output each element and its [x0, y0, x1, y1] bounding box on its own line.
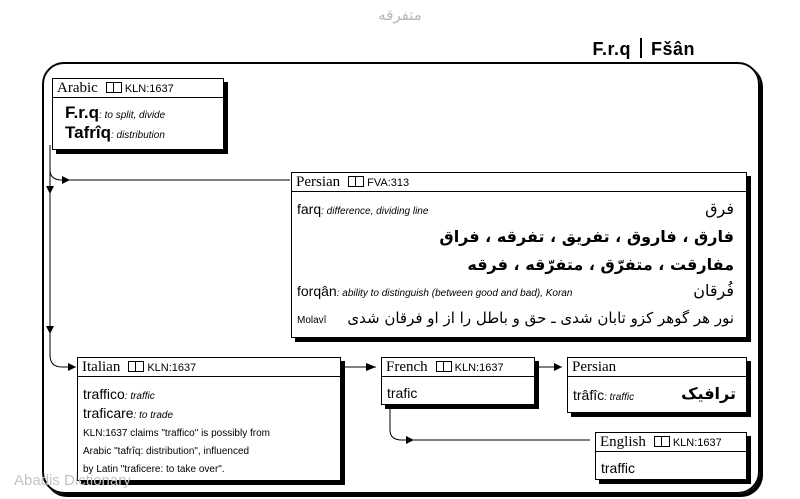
- arabic-gloss-frq: : to split, divide: [99, 110, 166, 121]
- italian-note-2: Arabic "tafrîq: distribution", influenced: [83, 446, 250, 457]
- book-icon: [128, 361, 144, 372]
- connector-to-persian: [50, 170, 290, 180]
- ref-label: FVA:313: [367, 177, 410, 189]
- ref-label: KLN:1637: [147, 362, 197, 374]
- arabic-term-tafriq: Tafrîq: [65, 123, 111, 142]
- english-term-traffic: traffic: [601, 460, 635, 476]
- arrow-french: [366, 363, 376, 371]
- word-heading: متفرقه: [378, 6, 422, 24]
- box-persian-traffic: [567, 357, 747, 413]
- book-icon: [106, 82, 122, 93]
- lang-label: Italian: [82, 359, 121, 375]
- persian-term-forqan: forqân: [297, 283, 337, 299]
- persian-poet: Molavî: [297, 315, 327, 326]
- box-english-header: [596, 433, 746, 452]
- box-italian: [77, 357, 341, 481]
- book-icon: [348, 176, 364, 187]
- ref-label: KLN:1637: [454, 362, 504, 374]
- box-english: [595, 432, 747, 480]
- watermark: Abadis Dictionary: [14, 472, 131, 489]
- book-icon: [436, 361, 452, 372]
- persian-term-farq: farq: [297, 201, 322, 217]
- arabic-gloss-tafriq: : distribution: [110, 130, 165, 141]
- box-french: [381, 357, 535, 405]
- box-italian-header: [78, 358, 340, 377]
- persian2-fa-trafic: ترافیک: [681, 384, 736, 403]
- italian-gloss-traficare: : to trade: [133, 410, 174, 421]
- ref-label: KLN:1637: [124, 83, 174, 95]
- persian-fa-derivatives-1: فارق ، فاروق ، تفریق ، تفرقه ، فراق: [439, 227, 734, 246]
- italian-gloss-traffico: : traffic: [124, 391, 155, 402]
- box-persian-traffic-header: [568, 358, 746, 377]
- persian-fa-forqan: فُرقان: [693, 281, 734, 300]
- arrow-italian: [68, 363, 76, 371]
- persian-gloss-forqan: : ability to distinguish (between good and bad), Koran: [336, 288, 573, 299]
- box-arabic-header: [53, 79, 223, 98]
- persian-verse: نور هر گوهر کزو تابان شدی ـ حق و باطل را از او فرقان شدی: [347, 309, 734, 327]
- italian-term-traficare: traficare: [83, 405, 134, 421]
- box-persian: [291, 172, 747, 338]
- arrow-arabic: [46, 186, 54, 194]
- arabic-term-frq: F.r.q: [65, 103, 100, 122]
- ref-label: KLN:1637: [672, 437, 722, 449]
- box-arabic: [52, 78, 224, 150]
- persian2-gloss-trafic: : traffic: [604, 392, 635, 403]
- lang-label: English: [600, 434, 646, 450]
- persian-fa-derivatives-2: مفارقت ، متفرّق ، متفرّقه ، فرقه: [467, 255, 734, 274]
- persian2-term-trafic: trâfîc: [573, 387, 605, 403]
- root-right: Fšân: [650, 39, 695, 59]
- connector-to-italian: [50, 332, 76, 367]
- lang-label: Persian: [572, 359, 617, 375]
- italian-note-3: by Latin "traficere: to take over".: [83, 464, 225, 475]
- lang-label: French: [386, 359, 428, 375]
- lang-label: Arabic: [57, 80, 98, 96]
- connector-french-english: [390, 404, 590, 440]
- french-term-trafic: trafic: [387, 385, 418, 401]
- lang-label: Persian: [296, 174, 341, 190]
- box-french-header: [382, 358, 534, 377]
- italian-term-traffico: traffico: [83, 386, 125, 402]
- root-left: F.r.q: [592, 39, 631, 59]
- arrow-persian2: [554, 363, 562, 371]
- persian-fa-farq: فرق: [705, 199, 734, 218]
- arrow-english: [406, 436, 414, 444]
- book-icon: [654, 436, 670, 447]
- arrow-persian: [62, 176, 70, 184]
- persian-gloss-farq: : difference, dividing line: [321, 206, 429, 217]
- italian-note-1: KLN:1637 claims "traffico" is possibly from: [83, 428, 270, 439]
- arrow-down-italian: [46, 326, 54, 334]
- box-persian-header: [292, 173, 746, 192]
